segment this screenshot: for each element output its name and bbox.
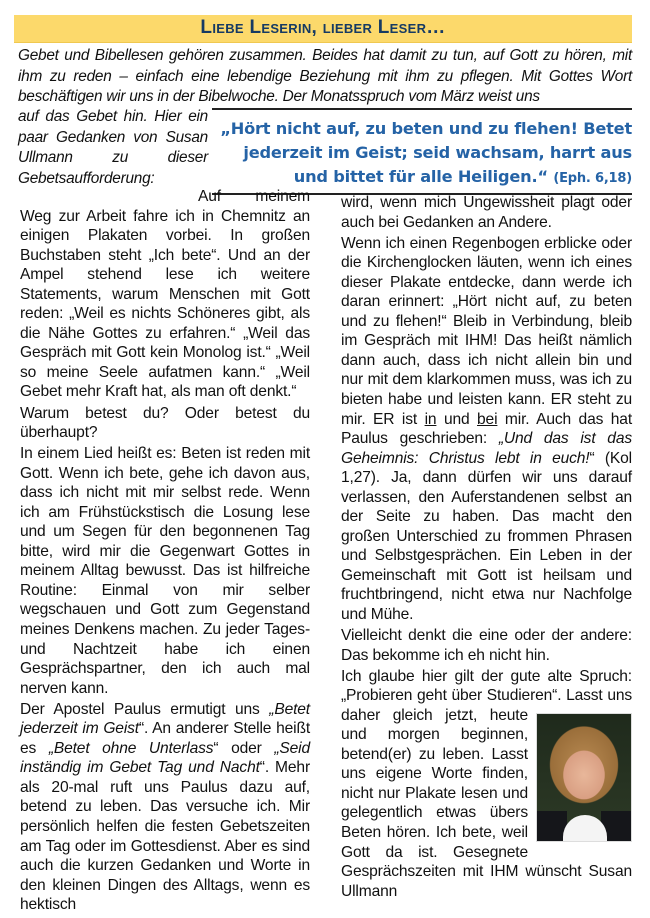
text: uns daher gleich jetzt, heute und morgen beginnen, betend(er) zu leben. Lasst uns eigene Worte finden, nicht nur Plakate lesen und gelegentlich etwas übers Beten hören. Ich bete, weil Gott da ist. Gesegnete Gesprächszeiten mit IHM wünscht Susan Ullmann [341, 687, 633, 900]
text: und [436, 410, 478, 428]
paragraph: wird, wenn mich Ungewissheit plagt oder auch bei Gedanken an Andere. [341, 194, 632, 231]
text: “ oder [213, 739, 275, 757]
intro-side-text: auf das Gebet hin. Hier ein paar Gedanken von Susan Ullmann zu dieser Gebetsaufforderung: [18, 108, 208, 187]
text: mir. Auch das hat Paulus geschrieben: [341, 410, 632, 448]
monthly-verse-box [212, 108, 632, 195]
text: Der Apostel Paulus ermutigt uns [20, 700, 270, 718]
left-column [20, 187, 310, 916]
monthly-verse [212, 117, 632, 191]
bible-quote: „Seid inständig im Gebet Tag und Nacht [20, 739, 310, 777]
paragraph: Vielleicht denkt die eine oder der andere: Das bekomme ich eh nicht hin. [341, 627, 632, 664]
bible-quote: „Betet ohne Unterlass [48, 739, 214, 757]
paragraph [341, 234, 632, 625]
text: “. Mehr als 20-mal ruft uns Paulus dazu auf, betend zu leben. Das versuche ich. Mir persönlich helfen die festen Gebetszeiten am Tag oder im Gottesdienst. Aber es sind auch die kurzen Gedanken und Worte in den kleinen Dingen des Alltags, wenn es hektisch [20, 759, 310, 914]
paragraph [20, 700, 310, 915]
author-photo [536, 713, 632, 842]
paragraph: Warum betest du? Oder betest du überhaupt? [20, 404, 310, 442]
verse-reference: (Eph. 6,18) [553, 171, 632, 186]
paragraph [341, 667, 632, 902]
paragraph: In einem Lied heißt es: Beten ist reden mit Gott. Wenn ich bete, gehe ich davon aus, dass ich nicht mit mir selbst rede. Wenn ich am Frühstückstisch die Losung lese und um Segen für den begonnenen Tag bitte, wird mir die Gegenwart Gottes in meinem Alltag bewusst. Das ist hilfreiche Routine: Einmal von mir selber wegschauen und Gott zum Gegenstand meines Denkens machen. Zu jeder Tages- und Nachtzeit habe ich einen Gesprächspartner, den ich auch mal nerven kann. [20, 445, 310, 697]
paragraph-text: Auf meinem Weg zur Arbeit fahre ich in Chemnitz an einigen Plakaten vorbei. In großen Buchstaben steht „Ich bete“. Und an der Ampel stehend lese ich weitere Statements, warum Menschen mit Gott reden: „Weil es nichts Schöneres gibt, als die Nähe Gottes zu erfahren.“ „Weil das Gespräch mit Gott kein Monolog ist.“ „Weil so meine Seele aufatmen kann.“ „Weil Gebet mehr Kraft hat, als man oft denkt.“ [20, 188, 310, 401]
bible-quote: „Und das ist das Geheimnis: Christus lebt in euch! [341, 430, 632, 467]
right-column [341, 193, 632, 903]
underlined-word: bei [477, 410, 498, 428]
text: Ich glaube hier gilt der gute alte Spruch: „Probieren geht über Studieren“. Lasst [341, 667, 632, 705]
bible-quote: „Betet jederzeit im Geist [20, 700, 310, 738]
text: “. An anderer Stelle heißt es [20, 720, 311, 757]
verse-text: „Hört nicht auf, zu beten und zu flehen! Betet jederzeit im Geist; seid wachsam, harrt aus und bittet für alle Heiligen.“ [220, 119, 632, 186]
paragraph [20, 187, 310, 402]
text: “ (Kol 1,27). Ja, dann dürfen wir uns darauf verlassen, den Auferstandenen selbst an der Seite zu haben. Das macht den großen Unterschied zu frommen Phrasen und Selbstgesprächen. Ein Leben in der Gemeinschaft mit Gott ist heilsam und fruchtbringend, nicht etwa nur Nachfolge und Mühe. [341, 449, 632, 623]
underlined-word: in [424, 410, 437, 428]
intro-paragraph: Gebet und Bibellesen gehören zusammen. Beides hat damit zu tun, auf Gott zu hören, mit ihm zu reden – einfach eine lebendige Beziehung mit ihm zu pflegen. Mit Gottes Wort beschäftigen wir uns in der Bibelwoche. Der Monatsspruch vom März weist uns [18, 47, 632, 105]
text: Wenn ich einen Regenbogen erblicke oder die Kirchenglocken läuten, wenn ich eines dieser Plakate entdecke, dann werde ich daran erinnert: „Hört nicht auf, zu beten und zu flehen!“ Bleib in Verbindung, bleib im Gespräch mit IHM! Das heißt nämlich dann auch, dass ich nicht allein bin und nur mit dem klarkommen muss, was ich zu bieten habe und leisten kann. ER steht zu mir. ER ist [341, 234, 632, 428]
page-title: Liebe Leserin, lieber Leser… [200, 17, 446, 38]
header-band [14, 15, 632, 43]
